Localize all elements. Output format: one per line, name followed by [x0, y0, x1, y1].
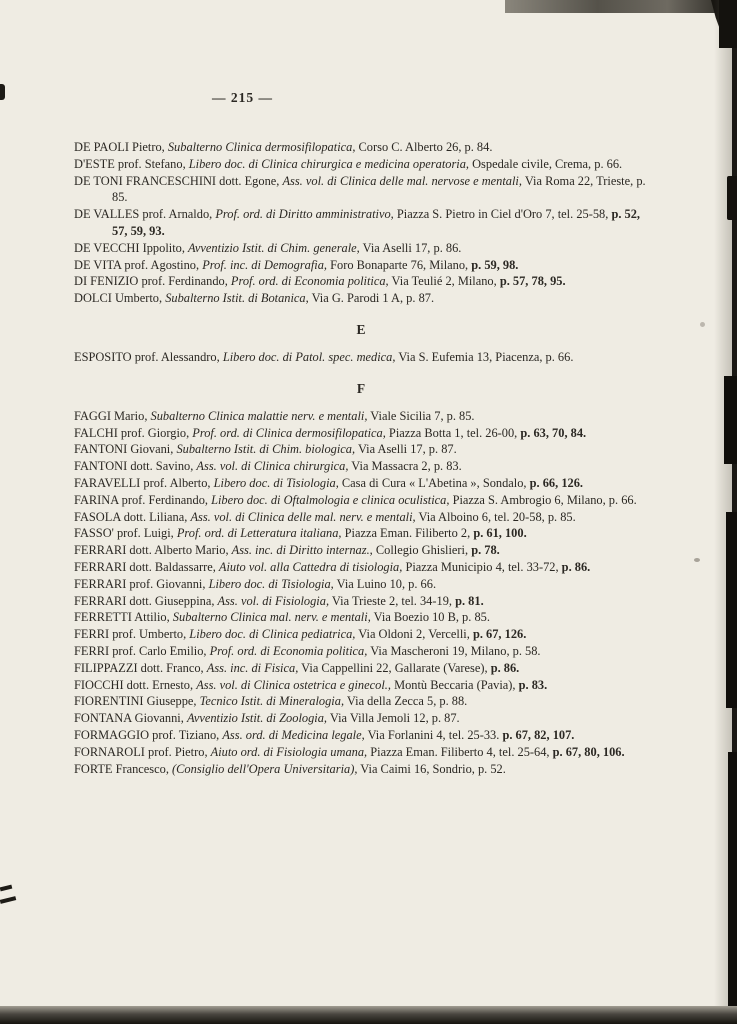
scan-artifact-right-edge [732, 0, 737, 1024]
scan-artifact-right-segment-1 [719, 0, 737, 48]
section-letter: F [356, 380, 367, 396]
scan-artifact-speck-1 [694, 558, 700, 562]
directory-entry: FERRETTI Attilio, Subalterno Clinica mal. nerv. e mentali, Via Boezio 10 B, p. 85. [74, 610, 490, 625]
directory-entry: FERRARI prof. Giovanni, Libero doc. di Tisiologia, Via Luino 10, p. 66. [74, 576, 437, 591]
scan-artifact-top-corner [711, 0, 737, 44]
directory-entry: FANTONI dott. Savino, Ass. vol. di Clinica chirurgica, Via Massacra 2, p. 83. [74, 459, 462, 474]
directory-entry: DE TONI FRANCESCHINI dott. Egone, Ass. vol. di Clinica delle mal. nervose e mentali, Via Roma 22, Trieste, p. 85. [74, 173, 646, 205]
scan-artifact-right-shadow [714, 0, 732, 1024]
directory-entry: FERRARI dott. Alberto Mario, Ass. inc. di Diritto internaz., Collegio Ghislieri, p. 78. [74, 543, 500, 558]
scan-artifact-right-segment-2 [727, 176, 737, 220]
scan-artifact-right-segment-4 [726, 512, 737, 708]
directory-entry: FASOLA dott. Liliana, Ass. vol. di Clinica delle mal. nerv. e mentali, Via Alboino 6, tel. 20-58, p. 85. [74, 509, 576, 524]
directory-entry: FERRI prof. Carlo Emilio, Prof. ord. di Economia politica, Via Mascheroni 19, Milano, p. 58. [74, 643, 541, 658]
directory-entry: DE PAOLI Pietro, Subalterno Clinica dermosifilopatica, Corso C. Alberto 26, p. 84. [74, 140, 493, 154]
directory-entry: FALCHI prof. Giorgio, Prof. ord. di Clinica dermosifilopatica, Piazza Botta 1, tel. 26-00, p. 63, 70, 84. [74, 425, 587, 440]
directory-entry: DE VECCHI Ippolito, Avventizio Istit. di Chim. generale, Via Aselli 17, p. 86. [74, 240, 462, 255]
directory-entry: FERRARI dott. Giuseppina, Ass. vol. di Fisiologia, Via Trieste 2, tel. 34-19, p. 81. [74, 593, 484, 608]
directory-entry: DI FENIZIO prof. Ferdinando, Prof. ord. di Economia politica, Via Teulié 2, Milano, p. 57, 78, 95. [74, 274, 566, 289]
directory-entry: FARINA prof. Ferdinando, Libero doc. di Oftalmologia e clinica oculistica, Piazza S. Ambrogio 6, Milano, p. 66. [74, 492, 637, 507]
page-number: — 215 — [212, 90, 273, 105]
directory-entry: FORNAROLI prof. Pietro, Aiuto ord. di Fisiologia umana, Piazza Eman. Filiberto 4, tel. 25-64, p. 67, 80, 106. [74, 744, 625, 759]
directory-entry: FONTANA Giovanni, Avventizio Istit. di Zoologia, Via Villa Jemoli 12, p. 87. [74, 711, 460, 726]
scan-artifact-speck-2 [700, 322, 705, 327]
scan-artifact-left-mark-2 [0, 885, 12, 892]
directory-entry: FERRARI dott. Baldassarre, Aiuto vol. alla Cattedra di tisiologia, Piazza Municipio 4, tel. 33-72, p. 86. [74, 559, 591, 574]
directory-entry: FASSO' prof. Luigi, Prof. ord. di Letteratura italiana, Piazza Eman. Filiberto 2, p. 61, 100. [74, 526, 527, 541]
directory-entry: FORTE Francesco, (Consiglio dell'Opera Universitaria), Via Caimi 16, Sondrio, p. 52. [74, 761, 506, 776]
section-letter: E [356, 321, 367, 337]
directory-entry: ESPOSITO prof. Alessandro, Libero doc. di Patol. spec. medica, Via S. Eufemia 13, Piacenza, p. 66. [74, 349, 574, 364]
directory-entry: FORMAGGIO prof. Tiziano, Ass. ord. di Medicina legale, Via Forlanini 4, tel. 25-33. p. 67, 82, 107. [74, 727, 575, 742]
directory-entry: FAGGI Mario, Subalterno Clinica malattie nerv. e mentali, Viale Sicilia 7, p. 85. [74, 408, 475, 423]
directory-list [74, 139, 649, 777]
directory-entry: FIORENTINI Giuseppe, Tecnico Istit. di Mineralogia, Via della Zecca 5, p. 88. [74, 694, 468, 709]
scan-artifact-left-mark-3 [0, 896, 16, 904]
directory-entry: FERRI prof. Umberto, Libero doc. di Clinica pediatrica, Via Oldoni 2, Vercelli, p. 67, 126. [74, 627, 527, 642]
directory-entry: DOLCI Umberto, Subalterno Istit. di Botanica, Via G. Parodi 1 A, p. 87. [74, 291, 435, 306]
directory-entry: FILIPPAZZI dott. Franco, Ass. inc. di Fisica, Via Cappellini 22, Gallarate (Varese), p. 86. [74, 660, 520, 675]
scan-artifact-right-segment-5 [728, 752, 737, 1024]
scan-artifact-bottom-edge [0, 1006, 737, 1024]
directory-entry: FARAVELLI prof. Alberto, Libero doc. di Tisiologia, Casa di Cura « L'Abetina », Sondalo, p. 66, 126. [74, 475, 583, 490]
scan-artifact-right-segment-3 [724, 376, 737, 464]
scan-artifact-left-mark-1 [0, 84, 5, 100]
scan-artifact-top-band [505, 0, 737, 13]
page-content [74, 90, 649, 777]
directory-entry: FIOCCHI dott. Ernesto, Ass. vol. di Clinica ostetrica e ginecol., Montù Beccaria (Pavia), p. 83. [74, 677, 548, 692]
directory-entry: DE VITA prof. Agostino, Prof. inc. di Demografia, Foro Bonaparte 76, Milano, p. 59, 98. [74, 257, 519, 272]
directory-entry: DE VALLES prof. Arnaldo, Prof. ord. di Diritto amministrativo, Piazza S. Pietro in Ciel d'Oro 7, tel. 25-58, p. 52, 57, 59, 93. [74, 207, 641, 238]
directory-entry: FANTONI Giovani, Subalterno Istit. di Chim. biologica, Via Aselli 17, p. 87. [74, 442, 457, 457]
directory-entry: D'ESTE prof. Stefano, Libero doc. di Clinica chirurgica e medicina operatoria, Ospedale civile, Crema, p. 66. [74, 156, 623, 171]
